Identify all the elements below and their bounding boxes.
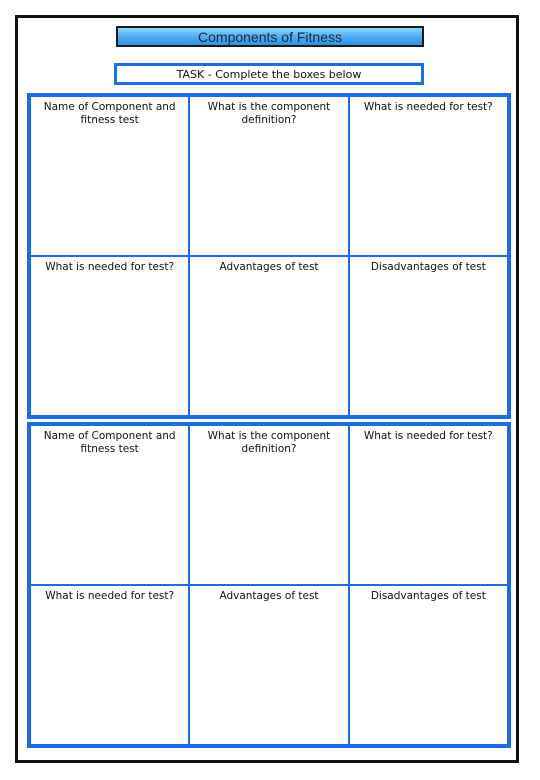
task-instruction-text: TASK - Complete the boxes below xyxy=(176,67,362,81)
cell-component-name[interactable] xyxy=(30,96,189,256)
cell-label: Advantages of test xyxy=(219,590,319,602)
cell-label: What is the component definition? xyxy=(207,101,331,126)
cell-test-needs[interactable] xyxy=(349,425,508,585)
cell-test-advantages[interactable] xyxy=(189,256,348,416)
cell-label: Advantages of test xyxy=(219,261,319,273)
cell-label: What is needed for test? xyxy=(45,261,175,273)
cell-test-advantages[interactable] xyxy=(189,585,348,745)
worksheet-title-text: Components of Fitness xyxy=(198,28,342,45)
cell-label: Disadvantages of test xyxy=(370,590,486,602)
cell-test-disadvantages[interactable] xyxy=(349,256,508,416)
cell-test-needs[interactable] xyxy=(349,96,508,256)
cell-component-definition[interactable] xyxy=(189,96,348,256)
cell-component-definition[interactable] xyxy=(189,425,348,585)
cell-label: Name of Component and fitness test xyxy=(43,101,176,126)
task-instruction xyxy=(114,63,424,85)
cell-component-name[interactable] xyxy=(30,425,189,585)
cell-test-needs[interactable] xyxy=(30,585,189,745)
worksheet-title xyxy=(116,26,424,47)
cell-label: What is needed for test? xyxy=(363,101,493,113)
cell-test-needs[interactable] xyxy=(30,256,189,416)
cell-label: What is the component definition? xyxy=(207,430,331,455)
cell-label: Name of Component and fitness test xyxy=(43,430,176,455)
cell-label: Disadvantages of test xyxy=(370,261,486,273)
component-grid-1 xyxy=(27,93,511,419)
cell-test-disadvantages[interactable] xyxy=(349,585,508,745)
cell-label: What is needed for test? xyxy=(363,430,493,442)
component-grid-2 xyxy=(27,422,511,748)
cell-label: What is needed for test? xyxy=(45,590,175,602)
